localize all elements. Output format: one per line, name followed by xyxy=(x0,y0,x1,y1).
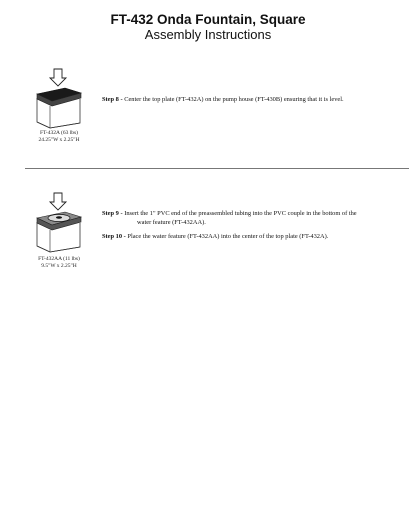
down-arrow-icon xyxy=(50,193,66,210)
step-9-label: Step 9 - xyxy=(102,210,123,217)
step-9-text: Insert the 1" PVC end of the preassembled tubing into the PVC couple in the bottom of the xyxy=(122,210,357,217)
water-feature-caption xyxy=(14,256,104,270)
water-feature-caption-size: 9.5"W x 2.25"H xyxy=(41,263,77,269)
top-plate-caption-weight: FT-432A (63 lbs) xyxy=(40,130,78,136)
document-title: FT-432 Onda Fountain, Square xyxy=(110,12,306,27)
top-plate-illustration xyxy=(28,66,88,130)
top-plate-caption-size: 24.25"W x 2.25"H xyxy=(38,137,80,143)
down-arrow-icon xyxy=(50,69,66,86)
step-9-text-continued: water feature (FT-432AA). xyxy=(137,218,206,226)
step-10-text: Place the water feature (FT-432AA) into the center of the top plate (FT-432A). xyxy=(125,233,329,240)
step-8-text: Center the top plate (FT-432A) on the pump house (FT-430B) ensuring that it is level. xyxy=(122,96,344,103)
step-8-label: Step 8 - xyxy=(102,96,123,103)
step-9 xyxy=(102,210,408,227)
step-8 xyxy=(102,96,402,105)
water-feature-illustration xyxy=(28,190,88,254)
water-feature xyxy=(48,214,70,221)
top-plate-caption xyxy=(14,130,104,144)
document-subtitle: Assembly Instructions xyxy=(144,27,272,42)
section-divider xyxy=(25,168,409,169)
step-10 xyxy=(102,233,408,242)
water-feature-caption-weight: FT-432AA (11 lbs) xyxy=(38,256,80,262)
step-10-label: Step 10 - xyxy=(102,233,126,240)
